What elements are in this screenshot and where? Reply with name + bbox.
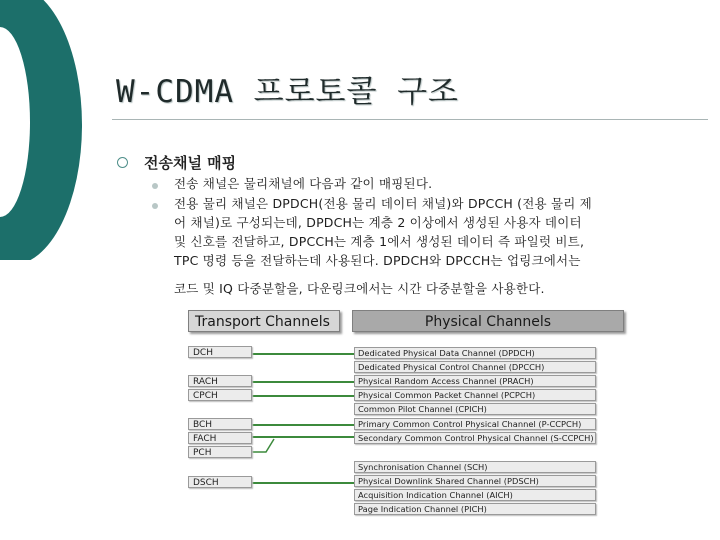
sub-bullet-line-3: 어 채널)로 구성되는데, DPDCH는 계층 2 이상에서 생성된 사용자 데이터 — [174, 215, 582, 230]
transport-box-pch: PCH — [188, 446, 252, 458]
sub-bullet-line-2: 전용 물리 채널은 DPDCH(전용 물리 데이터 채널)와 DPCCH (전용 물리 제 — [174, 196, 592, 211]
main-bullet-icon — [117, 157, 128, 168]
transport-box-cpch: CPCH — [188, 389, 252, 401]
sub-bullet-line-5: TPC 명령 등을 전달하는데 사용된다. DPDCH와 DPCCH는 업링크에서는 — [174, 253, 581, 268]
pch-link-svg — [180, 306, 380, 522]
physical-box-cpich: Common Pilot Channel (CPICH) — [354, 403, 596, 415]
transport-box-bch: BCH — [188, 418, 252, 430]
transport-box-dch: DCH — [188, 346, 252, 358]
sub-bullet-line-4: 및 신호를 전달하고, DPCCH는 계층 1에서 생성된 데이터 즉 파일럿 비트, — [174, 234, 585, 249]
physical-box-pich: Page Indication Channel (PICH) — [354, 503, 596, 515]
sub-bullet-icon — [152, 183, 158, 189]
physical-box-pcpch: Physical Common Packet Channel (PCPCH) — [354, 389, 596, 401]
physical-box-dpdch: Dedicated Physical Data Channel (DPDCH) — [354, 347, 596, 359]
transport-box-rach: RACH — [188, 375, 252, 387]
channel-mapping-diagram — [180, 306, 630, 522]
physical-box-sch: Synchronisation Channel (SCH) — [354, 461, 596, 473]
slide-decoration — [0, 0, 110, 260]
physical-box-aich: Acquisition Indication Channel (AICH) — [354, 489, 596, 501]
physical-box-prach: Physical Random Access Channel (PRACH) — [354, 375, 596, 387]
sub-bullet-icon — [152, 203, 158, 209]
physical-box-pdsch: Physical Downlink Shared Channel (PDSCH) — [354, 475, 596, 487]
title-divider — [112, 119, 708, 120]
physical-box-sccpch: Secondary Common Control Physical Channel (S-CCPCH) — [354, 432, 596, 444]
physical-channels-header: Physical Channels — [352, 310, 624, 332]
physical-box-dpcch: Dedicated Physical Control Channel (DPCCH) — [354, 361, 596, 373]
transport-box-dsch: DSCH — [188, 476, 252, 488]
physical-box-pccpch: Primary Common Control Physical Channel (P-CCPCH) — [354, 418, 596, 430]
sub-bullet-line-1: 전송 채널은 물리채널에 다음과 같이 매핑된다. — [174, 176, 433, 191]
slide-title: W-CDMA 프로토콜 구조 — [116, 74, 459, 110]
transport-channels-header: Transport Channels — [188, 310, 340, 332]
mapping-line-pch — [252, 439, 274, 452]
main-bullet-text: 전송채널 매핑 — [144, 154, 237, 172]
transport-box-fach: FACH — [188, 432, 252, 444]
sub-bullet-line-6: 코드 및 IQ 다중분할을, 다운링크에서는 시간 다중분할을 사용한다. — [174, 281, 545, 296]
